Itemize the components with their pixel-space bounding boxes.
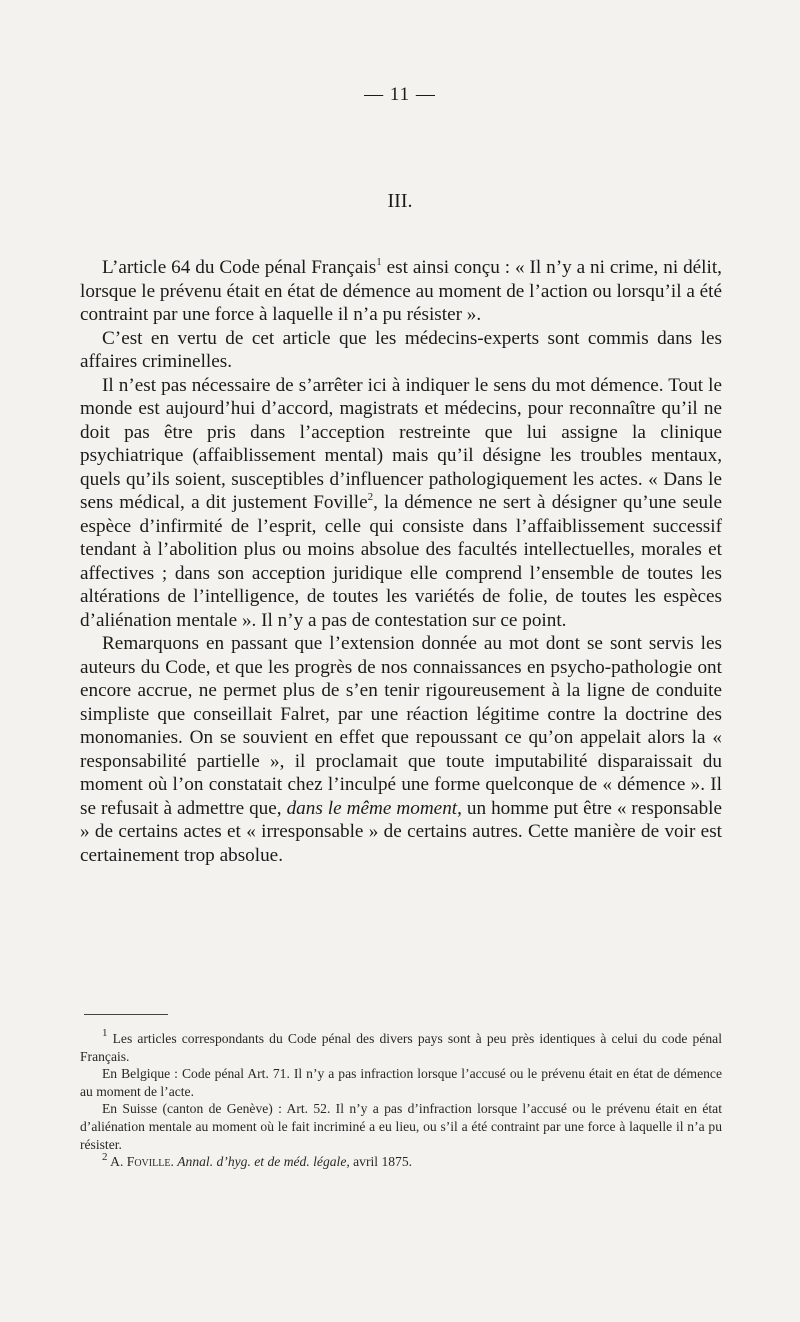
- footnote-1-belgique: En Belgique : Code pénal Art. 71. Il n’y a pas infraction lorsque l’accusé ou le prévenu était en état de démence au moment de l’acte.: [80, 1066, 722, 1099]
- footnote-divider: [84, 1014, 168, 1015]
- paragraph-4-text: Remarquons en passant que l’extension donnée au mot dont se sont servis les auteurs du Code, et que les progrès de nos connaissances en psycho-pathologie ont encore accrue, ne permet plus de s’en tenir rigoureusement à la ligne de conduite simpliste que conseillait Falret, par une réaction légitime contre la doctrine des monomanies. On se souvient en effet que repoussant ce qu’on appelait alors la « responsabilité partielle », il proclamait que toute imputabilité disparaissait du moment où l’on constatait chez l’inculpé une forme quelconque de « démence ». Il se refusait à admettre que,: [80, 633, 722, 819]
- footnote-1-suisse: En Suisse (canton de Genève) : Art. 52. Il n’y a pas d’infraction lorsque l’accusé ou le prévenu était en état d’aliénation mentale au moment où le fait incriminé a eu lieu, ou s’il a été contraint par une force à laquelle il n’a pu résister.: [80, 1101, 722, 1152]
- footnote-1-mark: 1: [102, 1027, 108, 1040]
- footnote-2-journal: Annal. d’hyg. et de méd. légale,: [177, 1154, 350, 1170]
- paragraph-1: [80, 256, 722, 327]
- paragraph-4-text-cont: , un homme put être « responsable » de certains actes et « irresponsable » de certains autres. Cette manière de voir est certainement trop absolue.: [80, 797, 723, 866]
- footnote-2-mark: 2: [102, 1150, 108, 1163]
- footnote-ref-2: 2: [367, 490, 374, 503]
- body-text: [80, 256, 722, 867]
- footnote-2-separator: .: [170, 1154, 178, 1170]
- paragraph-2: C’est en vertu de cet article que les médecins-experts sont commis dans les affaires criminelles.: [80, 327, 722, 372]
- paragraph-4: [80, 632, 722, 867]
- paragraph-1-text-cont: est ainsi conçu : « Il n’y a ni crime, ni délit, lorsque le prévenu était en état de démence au moment de l’action ou lorsqu’il a été contraint par une force à laquelle il n’a pu résister ».: [80, 257, 722, 325]
- paragraph-4-emphasis: dans le même moment: [286, 797, 458, 819]
- paragraph-3-text: Il n’est pas nécessaire de s’arrêter ici à indiquer le sens du mot démence. Tout le monde est aujourd’hui d’accord, magistrats et médecins, pour reconnaître qu’il ne doit pas être pris dans l’acception restreinte que lui assigne la clinique psychiatrique (affaiblissement mental) mais qu’il désigne les troubles mentaux, quels qu’ils soient, susceptibles d’influencer pathologiquement les actes. « Dans le sens médical, a dit justement Foville: [80, 374, 722, 513]
- paragraph-3: [80, 374, 722, 633]
- paragraph-3-text-cont: , la démence ne sert à désigner qu’une seule espèce d’infirmité de l’esprit, celle qui consiste dans l’affaiblissement successif tendant à l’abolition plus ou moins absolue des facultés intellectuelles, morales et affectives ; dans son acception juridique elle comprend l’ensemble de toutes les altérations de l’intelligence, de toutes les variétés de folie, de toutes les espèces d’aliénation mentale ». Il n’y a pas de contestation sur ce point.: [80, 492, 722, 631]
- footnote-2-initial: A.: [107, 1154, 127, 1170]
- section-title: III.: [387, 190, 413, 212]
- footnotes: [80, 1027, 722, 1171]
- paragraph-1-text: L’article 64 du Code pénal Français: [102, 257, 377, 278]
- footnote-2-author: Foville: [126, 1154, 171, 1170]
- footnote-1-text: Les articles correspondants du Code pénal des divers pays sont à peu près identiques à celui du code pénal Français.: [80, 1031, 722, 1064]
- footnote-2: [80, 1150, 722, 1171]
- footnote-1: [80, 1027, 722, 1065]
- footnote-2-date: avril 1875.: [349, 1154, 413, 1170]
- page-number: — 11 —: [364, 84, 436, 105]
- footnote-ref-1: 1: [376, 255, 382, 268]
